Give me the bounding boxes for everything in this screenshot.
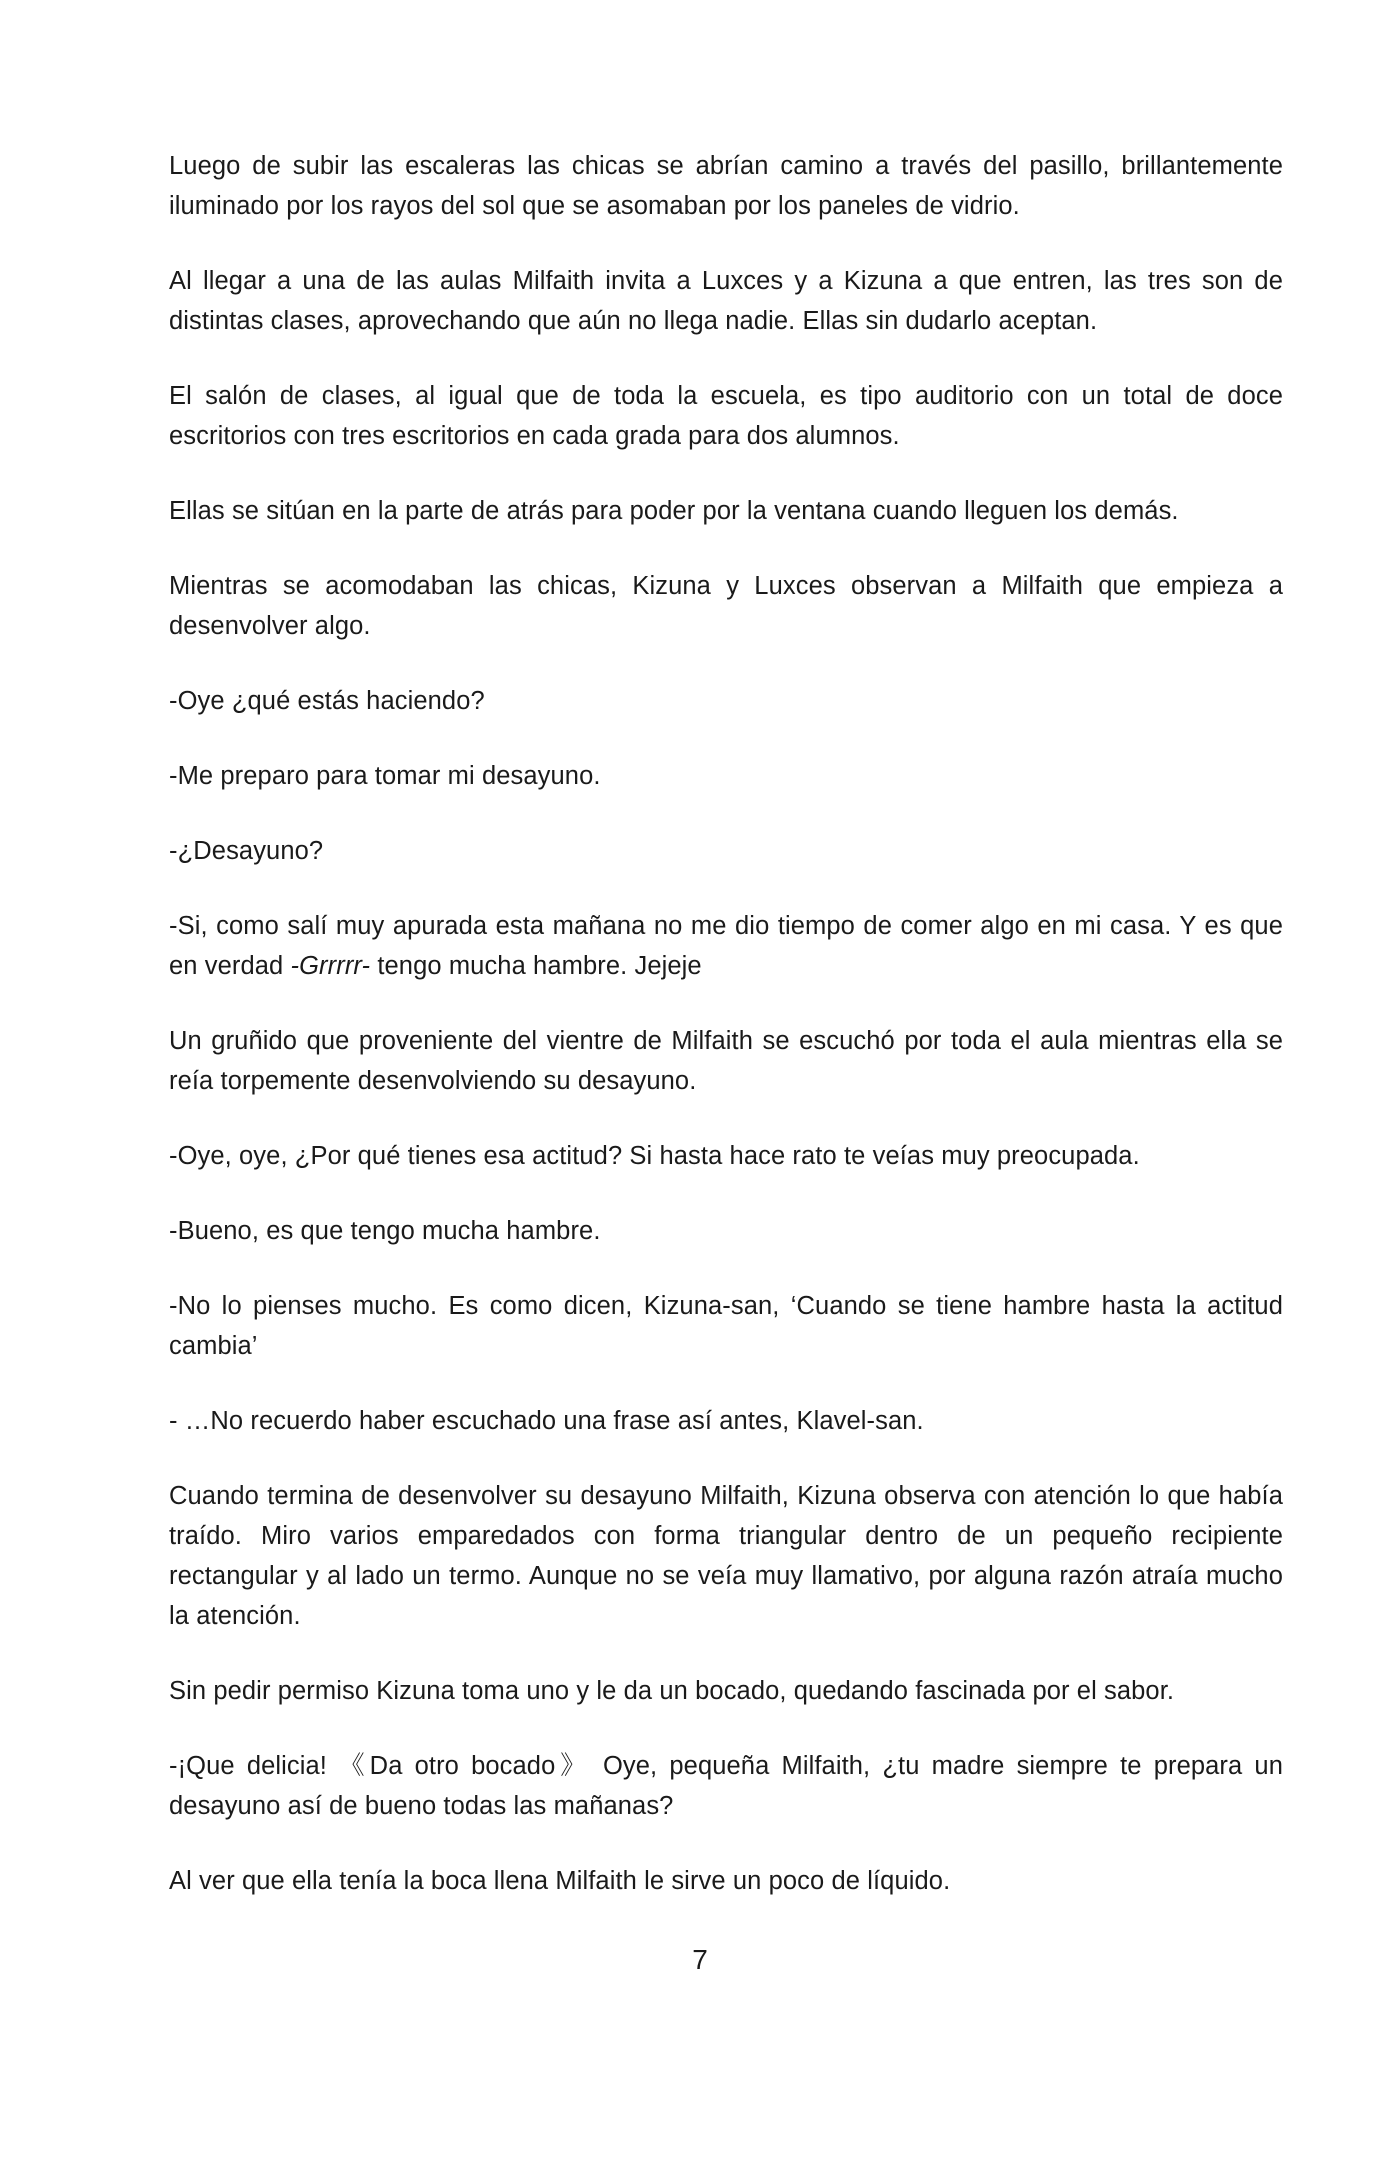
dialogue-line: -¡Que delicia! 《Da otro bocado》 Oye, pequeña Milfaith, ¿tu madre siempre te prepara un desayuno así de bueno todas las mañanas? — [169, 1752, 1283, 1820]
paragraph: El salón de clases, al igual que de toda la escuela, es tipo auditorio con un total de doce escritorios con tres escritorios en cada grada para dos alumnos. — [169, 382, 1283, 450]
dialogue-text: -Si, como salí muy apurada esta mañana no me dio tiempo de comer algo en mi casa. Y es que en verdad — [169, 912, 1283, 980]
paragraph: Mientras se acomodaban las chicas, Kizuna y Luxces observan a Milfaith que empieza a desenvolver algo. — [169, 572, 1283, 640]
dialogue-line: -¿Desayuno? — [169, 837, 324, 865]
paragraph: Al ver que ella tenía la boca llena Milfaith le sirve un poco de líquido. — [169, 1867, 951, 1895]
paragraph: Ellas se sitúan en la parte de atrás para poder por la ventana cuando lleguen los demás. — [169, 497, 1179, 525]
dialogue-line — [169, 906, 1283, 986]
dialogue-line: -Me preparo para tomar mi desayuno. — [169, 762, 601, 790]
document-body — [169, 146, 1283, 1936]
paragraph: Luego de subir las escaleras las chicas se abrían camino a través del pasillo, brillantemente iluminado por los rayos del sol que se asomaban por los paneles de vidrio. — [169, 152, 1283, 220]
dialogue-line: -Oye, oye, ¿Por qué tienes esa actitud? Si hasta hace rato te veías muy preocupada. — [169, 1142, 1140, 1170]
dialogue-line: -Oye ¿qué estás haciendo? — [169, 687, 485, 715]
paragraph: Al llegar a una de las aulas Milfaith invita a Luxces y a Kizuna a que entren, las tres son de distintas clases, aprovechando que aún no llega nadie. Ellas sin dudarlo aceptan. — [169, 267, 1283, 335]
dialogue-line: - …No recuerdo haber escuchado una frase así antes, Klavel-san. — [169, 1407, 924, 1435]
page-number: 7 — [692, 1944, 708, 1975]
paragraph: Cuando termina de desenvolver su desayuno Milfaith, Kizuna observa con atención lo que había traído. Miro varios emparedados con forma triangular dentro de un pequeño recipiente rectangular y al lado un termo. Aunque no se veía muy llamativo, por alguna razón atraía mucho la atención. — [169, 1482, 1283, 1630]
dialogue-line: -No lo pienses mucho. Es como dicen, Kizuna-san, ‘Cuando se tiene hambre hasta la actitud cambia’ — [169, 1292, 1283, 1360]
dialogue-text: tengo mucha hambre. Jejeje — [370, 952, 702, 980]
dialogue-line: -Bueno, es que tengo mucha hambre. — [169, 1217, 601, 1245]
paragraph: Un gruñido que proveniente del vientre de Milfaith se escuchó por toda el aula mientras ella se reía torpemente desenvolviendo su desayuno. — [169, 1027, 1283, 1095]
paragraph: Sin pedir permiso Kizuna toma uno y le da un bocado, quedando fascinada por el sabor. — [169, 1677, 1175, 1705]
onomatopoeia: -Grrrrr- — [290, 952, 371, 980]
